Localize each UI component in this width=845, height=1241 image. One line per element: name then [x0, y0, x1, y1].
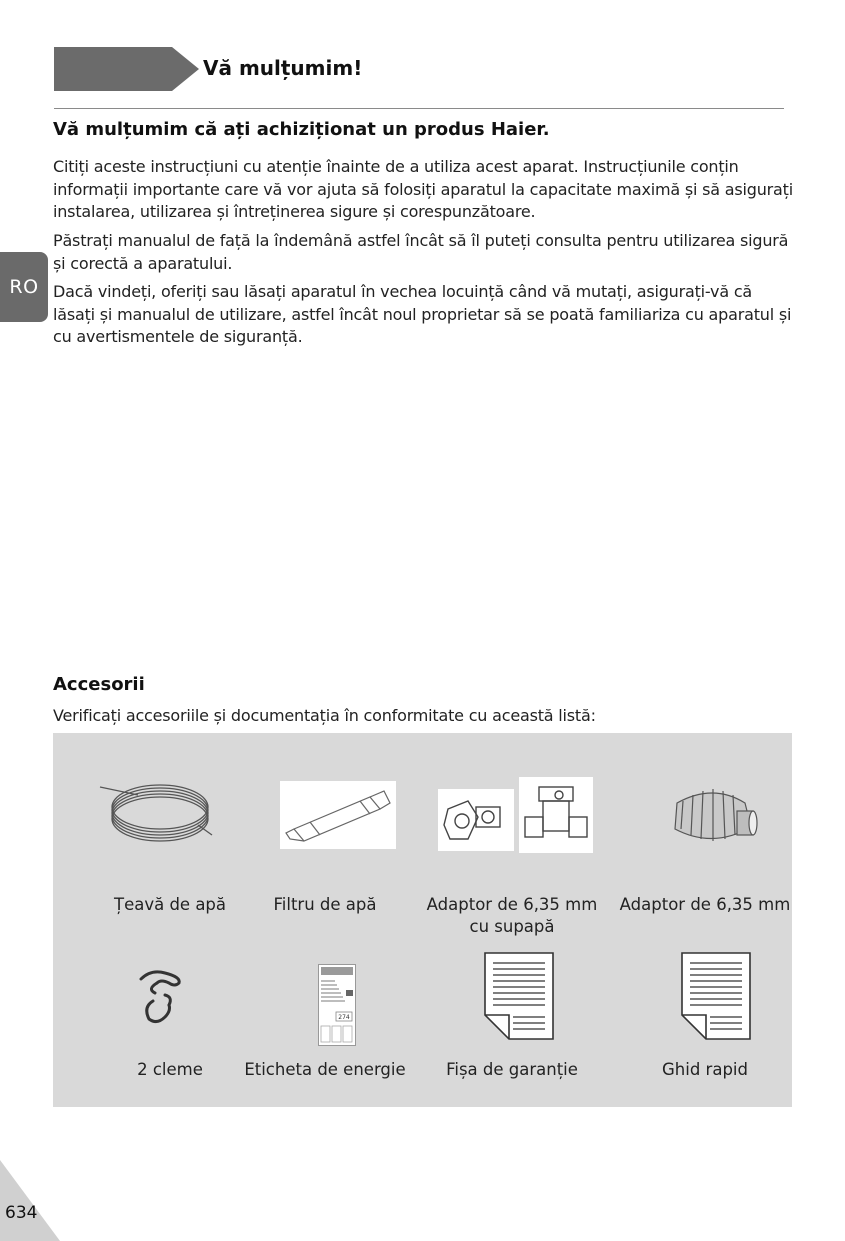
accessory-label-adapter: Adaptor de 6,35 mm [619, 895, 791, 914]
valve-icon [519, 777, 593, 853]
warranty-card-icon [483, 951, 555, 1041]
accessory-label-energy-label: Eticheta de energie [244, 1060, 406, 1079]
accessory-label-valve-adapter: Adaptor de 6,35 mm cu supapă [426, 895, 598, 936]
accessory-label-warranty-card: Fișa de garanție [446, 1060, 578, 1079]
intro-paragraph-3: Dacă vindeți, oferiți sau lăsați aparatul în vechea locuință când vă mutați, asigurați-vă că lăsați și manualul de utilizare, astfel încât noul proprietar să se poată familiariza cu aparatul și cu avertismentele de siguranță. [53, 282, 792, 346]
page-number: 634 [5, 1203, 38, 1223]
language-tab: RO [0, 252, 48, 322]
water-filter-icon [280, 781, 396, 849]
accessory-label-water-filter: Filtru de apă [273, 895, 377, 914]
intro-paragraph-1: Citiți aceste instrucțiuni cu atenție înainte de a utiliza acest aparat. Instrucțiunile conțin informații importante care vă vor ajuta să folosiți aparatul la capacitate maximă și să asigurați instalarea, utilizarea și întreținerea sigure și corespunzătoare. [53, 157, 793, 221]
accessories-heading: Accesorii [53, 674, 145, 695]
intro-heading: Vă mulțumim că ați achiziționat un produs Haier. [53, 119, 550, 140]
quick-guide-icon [680, 951, 752, 1041]
accessory-label-quick-guide: Ghid rapid [662, 1060, 748, 1079]
accessories-intro: Verificați accesoriile și documentația în conformitate cu această listă: [53, 706, 596, 725]
accessories-panel [53, 733, 792, 1107]
adapter-icon [667, 777, 759, 857]
accessory-label-water-pipe: Țeavă de apă [113, 895, 227, 914]
valve-adapter-icon [438, 789, 514, 851]
accessory-label-clips: 2 cleme [137, 1060, 203, 1079]
intro-paragraph-2: Păstrați manualul de față la îndemână astfel încât să îl puteți consulta pentru utilizarea sigură și corectă a aparatului. [53, 231, 789, 273]
page-corner-decoration [0, 1160, 60, 1241]
energy-label-icon [318, 964, 356, 1046]
page-title: Vă mulțumim! [203, 56, 363, 80]
clip-icon [135, 967, 189, 1027]
water-pipe-icon [98, 773, 218, 843]
header-divider [54, 108, 784, 109]
header-banner-arrow [54, 47, 199, 91]
energy-label-value: 274 [338, 1014, 350, 1021]
